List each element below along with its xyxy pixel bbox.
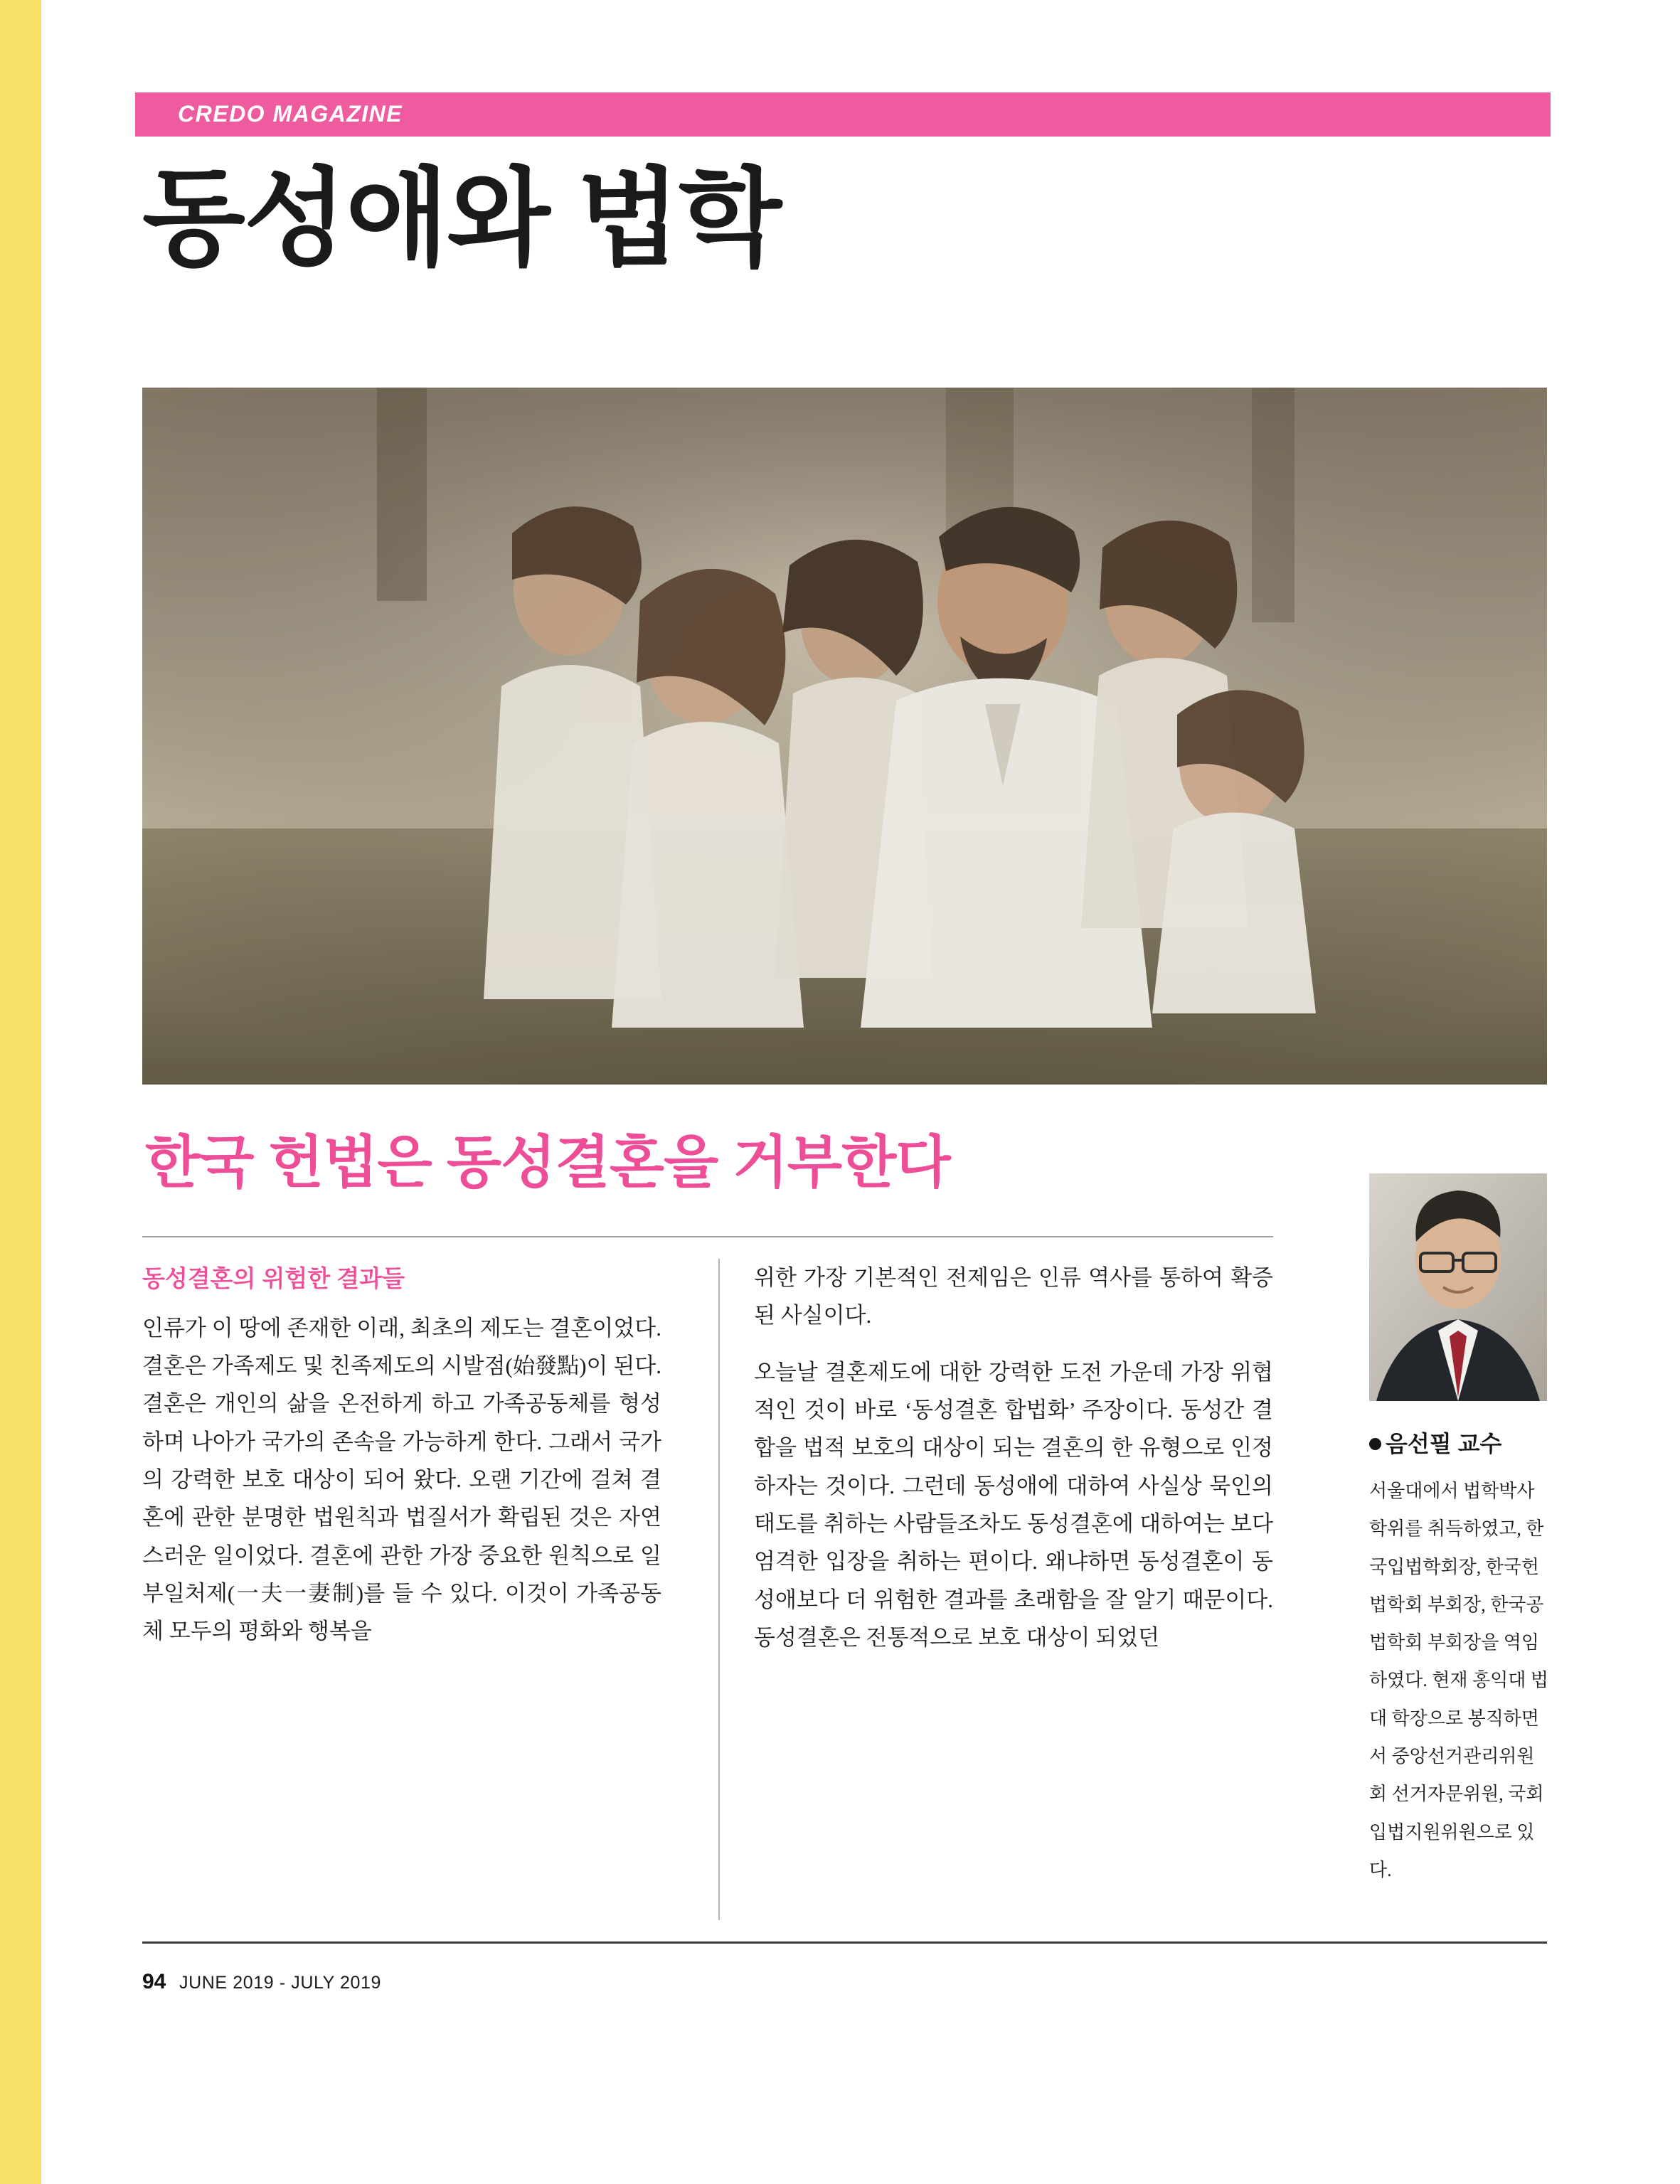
paragraph: 오늘날 결혼제도에 대한 강력한 도전 가운데 가장 위협적인 것이 바로 ‘동성결혼 합법화’ 주장이다. 동성간 결합을 법적 보호의 대상이 되는 결혼의 한 유형으로 인정하자는 것이다. 그런데 동성애에 대하여 사실상 묵인의 태도를 취하는 사람들조차도 동성결혼에 대하여는 보다 엄격한 입장을 취하는 편이다. 왜냐하면 동성결혼이 동성애보다 더 위험한 결과를 초래함을 잘 알기 때문이다. 동성결혼은 전통적으로 보호 대상이 되었던 (754, 1359, 1273, 1650)
paragraph: 인류가 이 땅에 존재한 이래, 최초의 제도는 결혼이었다. 결혼은 가족제도 및 친족제도의 시발점(始發點)이 된다. 결혼은 개인의 삶을 온전하게 하고 가족공동체를 형성하며 나아가 국가의 존속을 가능하게 한다. 그래서 국가의 강력한 보호 대상이 되어 왔다. 오랜 기간에 걸쳐 결혼에 관한 분명한 법원칙과 법질서가 확립된 것은 자연스러운 일이었다. 결혼에 관한 가장 중요한 원칙으로 일부일처제(一夫一妻制)를 들 수 있다. 이것이 가족공동체 모두의 평화와 행복을 (142, 1315, 661, 1644)
paragraph: 위한 가장 기본적인 전제임은 인류 역사를 통하여 확증된 사실이다. (754, 1265, 1273, 1328)
bullet-icon (1369, 1438, 1381, 1450)
article-subtitle: 한국 헌법은 동성결혼을 거부한다 (145, 1131, 950, 1194)
divider-bottom (142, 1941, 1547, 1944)
divider-top (142, 1236, 1273, 1237)
section-kicker: 동성결혼의 위험한 결과들 (142, 1265, 405, 1291)
article-column-left (142, 1259, 661, 1669)
magazine-banner-label: CREDO MAGAZINE (178, 101, 403, 127)
author-name (1369, 1426, 1501, 1459)
page-content (135, 0, 1551, 2184)
author-portrait (1369, 1173, 1547, 1401)
article-column-right (754, 1259, 1273, 1675)
hero-image (142, 388, 1547, 1085)
page-title: 동성애와 법학 (142, 159, 781, 278)
page-number: 94 (142, 1970, 166, 1993)
column-divider (718, 1259, 720, 1920)
author-name-text: 음선필 교수 (1386, 1431, 1502, 1456)
left-color-band (0, 0, 41, 2184)
author-bio: 서울대에서 법학박사학위를 취득하였고, 한국입법학회장, 한국헌법학회 부회장, 한국공법학회 부회장을 역임하였다. 현재 홍익대 법대 학장으로 봉직하면서 중앙선거관리위원회 선거자문위원, 국회 입법지원위원으로 있다. (1369, 1481, 1549, 1880)
issue-date: JUNE 2019 - JULY 2019 (179, 1973, 382, 1993)
